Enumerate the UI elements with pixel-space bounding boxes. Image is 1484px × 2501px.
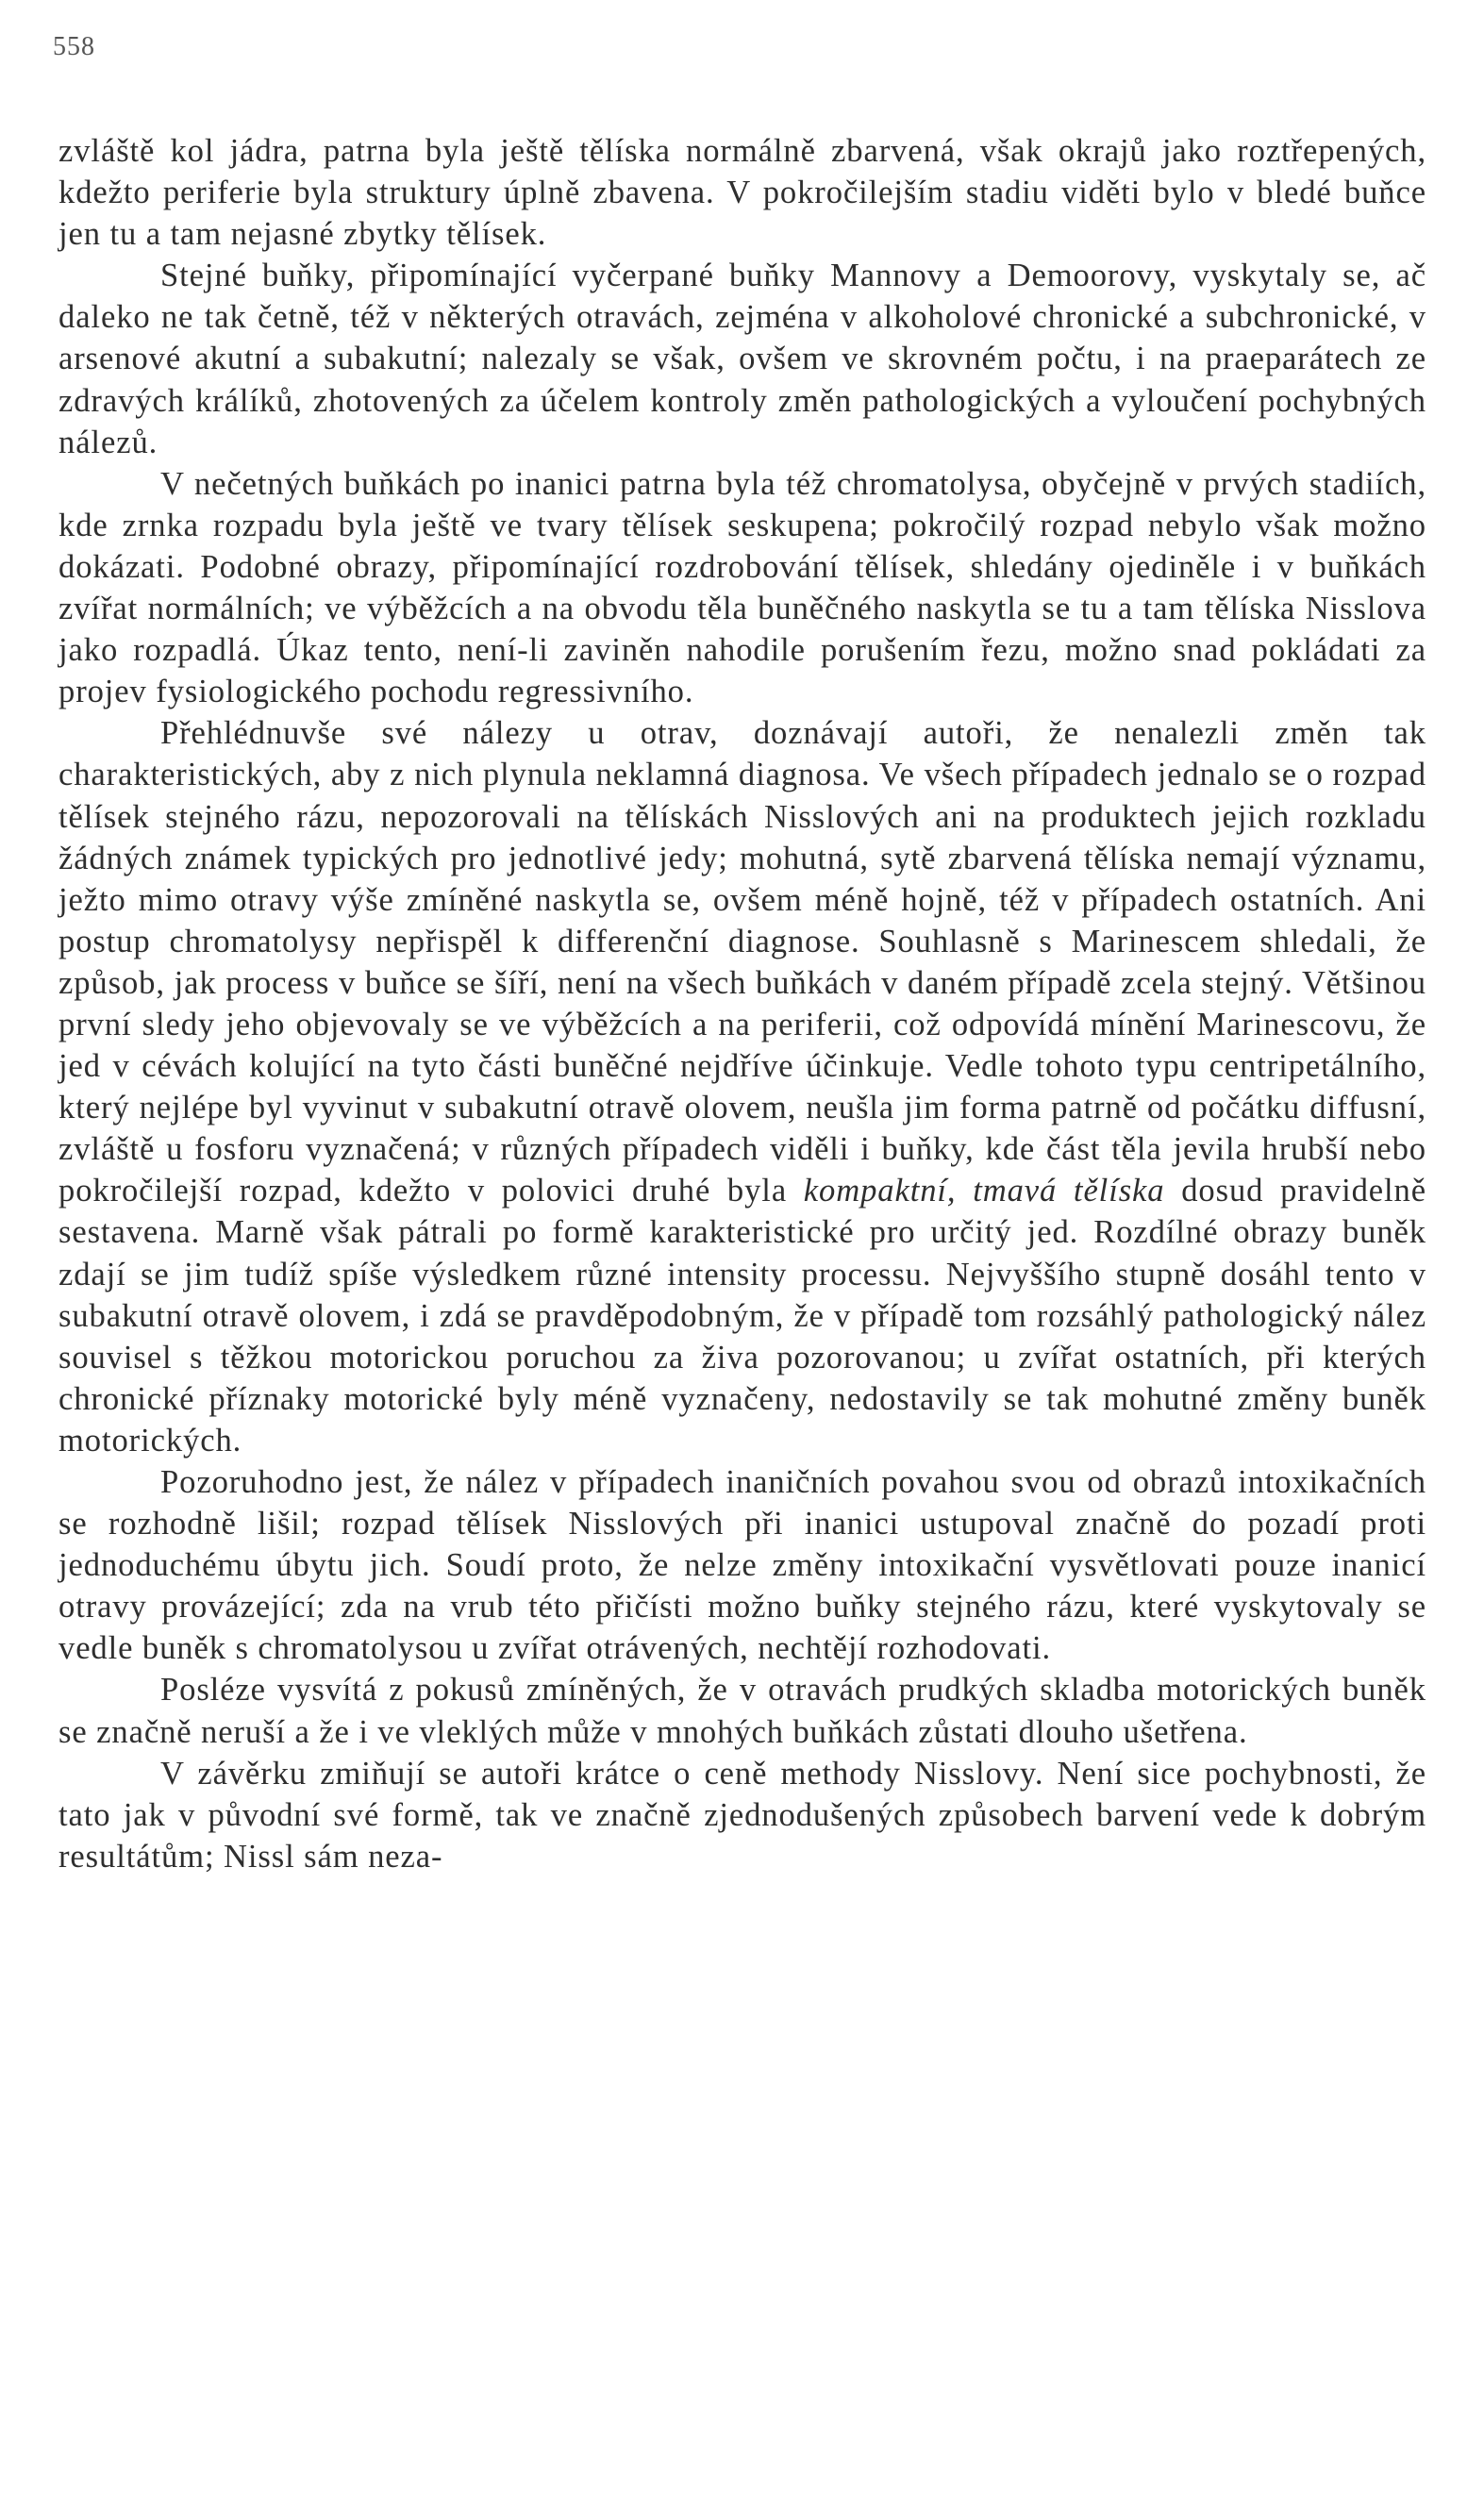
paragraph-text: Stejné buňky, připomínající vyčerpané buňky Mannovy a Demoorovy, vyskytaly se, ač daleko ne tak četně, též v některých otravách, zejména v alkoholové chronické a subchronické, v arsenové akutní a subakutní; nalezaly se však, ovšem ve skrovném počtu, i na praeparátech ze zdravých králíků, zhotovených za účelem kontroly změn pathologických a vyloučení pochybných nálezů. [58,258,1426,460]
italic-phrase: kompaktní, tmavá tělíska [803,1173,1165,1209]
paragraph-text: dosud pravidelně sestavena. Marně však pátrali po formě karakteristické pro určitý jed. Rozdílné obrazy buněk zdají se jim tudíž spíše výsledkem různé intensity processu. Nejvyššího stupně dosáhl tento v subakutní otravě olovem, i zdá se pravděpodobným, že v případě tom rozsáhlý pathologický nález souvisel s těžkou motorickou poruchou za živa pozorovanou; u zvířat ostatních, při kterých chronické příznaky motorické byly méně vyznačeny, nedostavily se tak mohutné změny buněk motorických. [58,1173,1426,1459]
paragraph-text: zvláště kol jádra, patrna byla ještě tělíska normálně zbarvená, však okrajů jako roztřepených, kdežto periferie byla struktury úplně zbavena. V pokročilejším stadiu viděti bylo v bledé buňce jen tu a tam nejasné zbytky tělísek. [58,133,1426,253]
paragraph-text: Přehlédnuvše své nálezy u otrav, doznávají autoři, že nenalezli změn tak charakteristických, aby z nich plynula neklamná diagnosa. Ve všech případech jednalo se o rozpad tělísek stejného rázu, nepozorovali na tělískách Nisslových ani na produktech jejich rozkladu žádných známek typických pro jednotlivé jedy; mohutná, sytě zbarvená tělíska nemají významu, ježto mimo otravy výše zmíněné naskytla se, ovšem méně hojně, též v případech ostatních. Ani postup chromatolysy nepřispěl k differenční diagnose. Souhlasně s Marinescem shledali, že způsob, jak process v buňce se šíří, není na všech buňkách v daném případě zcela stejný. Většinou první sledy jeho objevovaly se ve výběžcích a na periferii, což odpovídá mínění Marinescovu, že jed v cévách kolující na tyto části buněčné nejdříve účinkuje. Vedle tohoto typu centripetálního, který nejlépe byl vyvinut v subakutní otravě olovem, neušla jim forma patrně od počátku diffusní, zvláště u fosforu vyznačená; v různých případech viděli i buňky, kde část těla jevila hrubší nebo pokročilejší rozpad, kdežto v polovici druhé byla [58,715,1426,1209]
paragraph-6 [58,1669,1426,1752]
paragraph-7 [58,1753,1426,1877]
paragraph-3 [58,463,1426,713]
body-text [58,130,1426,1877]
paragraph-4 [58,712,1426,1461]
paragraph-text: V závěrku zmiňují se autoři krátce o ceně methody Nisslovy. Není sice pochybnosti, že tato jak v původní své formě, tak ve značně zjednodušených způsobech barvení vede k dobrým resultátům; Nissl sám neza- [58,1755,1426,1875]
paragraph-5 [58,1461,1426,1669]
paragraph-text: V nečetných buňkách po inanici patrna byla též chromatolysa, obyčejně v prvých stadiích, kde zrnka rozpadu byla ještě ve tvary tělísek seskupena; pokročilý rozpad nebylo však možno dokázati. Podobné obrazy, připomínající rozdrobování tělísek, shledány ojediněle i v buňkách zvířat normálních; ve výběžcích a na obvodu těla buněčného naskytla se tu a tam tělíska Nisslova jako rozpadlá. Úkaz tento, není-li zaviněn nahodile porušením řezu, možno snad pokládati za projev fysiologického pochodu regressivního. [58,465,1426,710]
paragraph-text: Pozoruhodno jest, že nález v případech inaničních povahou svou od obrazů intoxikačních se rozhodně lišil; rozpad tělísek Nisslových při inanici ustupoval značně do pozadí proti jednoduchému úbytu jich. Soudí proto, že nelze změny intoxikační vysvětlovati pouze inanicí otravy provázející; zda na vrub této přičísti možno buňky stejného rázu, které vyskytovaly se vedle buněk s chromatolysou u zvířat otrávených, nechtějí rozhodovati. [58,1464,1426,1667]
page-number: 558 [53,32,95,61]
paragraph-2 [58,255,1426,462]
paragraph-text: Posléze vysvítá z pokusů zmíněných, že v otravách prudkých skladba motorických buněk se značně neruší a že i ve vleklých může v mnohých buňkách zůstati dlouho ušetřena. [58,1672,1426,1750]
paragraph-1 [58,130,1426,255]
